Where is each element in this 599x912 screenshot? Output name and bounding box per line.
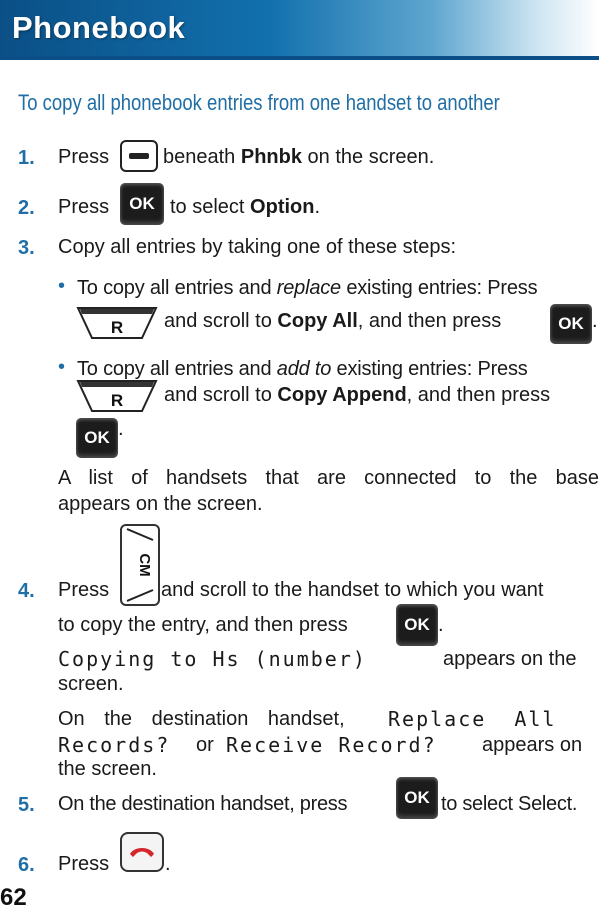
step-text: beneath Phnbk on the screen.: [163, 146, 435, 168]
ok-key-icon: OK: [120, 183, 164, 225]
step-text: Press: [58, 853, 110, 875]
header-banner: [0, 0, 599, 60]
display-text: Copying to Hs (number): [58, 647, 367, 671]
cm-key-icon: [120, 524, 160, 606]
bullet-text: To copy all entries and replace existing entries: Press: [77, 277, 538, 299]
step-text: Copy all entries by taking one of these steps:: [58, 236, 457, 258]
r-key-label: R: [110, 391, 124, 410]
step-text: the screen.: [58, 758, 157, 780]
step-text: Press: [58, 196, 110, 218]
step-text: Press: [58, 146, 110, 168]
display-text: Replace All: [388, 707, 557, 731]
step-number: 3.: [18, 237, 35, 259]
step-number: 4.: [18, 580, 35, 602]
bullet-marker: •: [58, 356, 66, 378]
ok-key-icon: OK: [396, 604, 438, 646]
ok-key-icon: OK: [76, 418, 118, 458]
ok-key-icon: OK: [396, 777, 438, 819]
section-subtitle: To copy all phonebook entries from one handset to another: [18, 90, 500, 115]
page-title: Phonebook: [12, 10, 186, 45]
step-text: to copy the entry, and then press: [58, 614, 348, 636]
end-call-key-icon: [120, 832, 164, 872]
step-text: .: [165, 853, 171, 875]
step-number: 6.: [18, 854, 35, 876]
bullet-text: and scroll to Copy All, and then press: [164, 310, 502, 332]
r-key-icon: [76, 379, 158, 413]
step-text: Press: [58, 579, 110, 601]
bullet-marker: •: [58, 275, 66, 297]
step-text: appears on the: [443, 648, 577, 670]
step-text: On the destination handset,: [58, 708, 345, 730]
step-text: or: [196, 734, 214, 756]
bullet-text: .: [592, 310, 598, 332]
step-number: 5.: [18, 794, 35, 816]
step-text: and scroll to the handset to which you want: [161, 579, 544, 601]
step-number: 1.: [18, 147, 35, 169]
ok-key-icon: OK: [550, 304, 592, 344]
bullet-text: and scroll to Copy Append, and then press: [164, 384, 551, 406]
page-number: 62: [0, 884, 27, 911]
step-text: appears on: [482, 734, 583, 756]
softkey-icon: [120, 140, 158, 172]
bullet-text: .: [118, 418, 124, 440]
paragraph-text: appears on the screen.: [58, 493, 263, 515]
step-text: to select Select.: [441, 793, 578, 815]
step-text: screen.: [58, 673, 124, 695]
step-text: .: [438, 614, 444, 636]
bullet-text: To copy all entries and add to existing entries: Press: [77, 358, 528, 380]
display-text: Records?: [58, 733, 171, 757]
display-text: Receive Record?: [226, 733, 437, 757]
step-number: 2.: [18, 197, 35, 219]
r-key-label: R: [110, 318, 124, 337]
paragraph-text: A list of handsets that are connected to the base: [58, 467, 599, 489]
cm-key-label: CM: [136, 553, 153, 577]
step-text: to select Option.: [170, 196, 321, 218]
step-text: On the destination handset, press: [58, 793, 348, 815]
r-key-icon: [76, 306, 158, 340]
